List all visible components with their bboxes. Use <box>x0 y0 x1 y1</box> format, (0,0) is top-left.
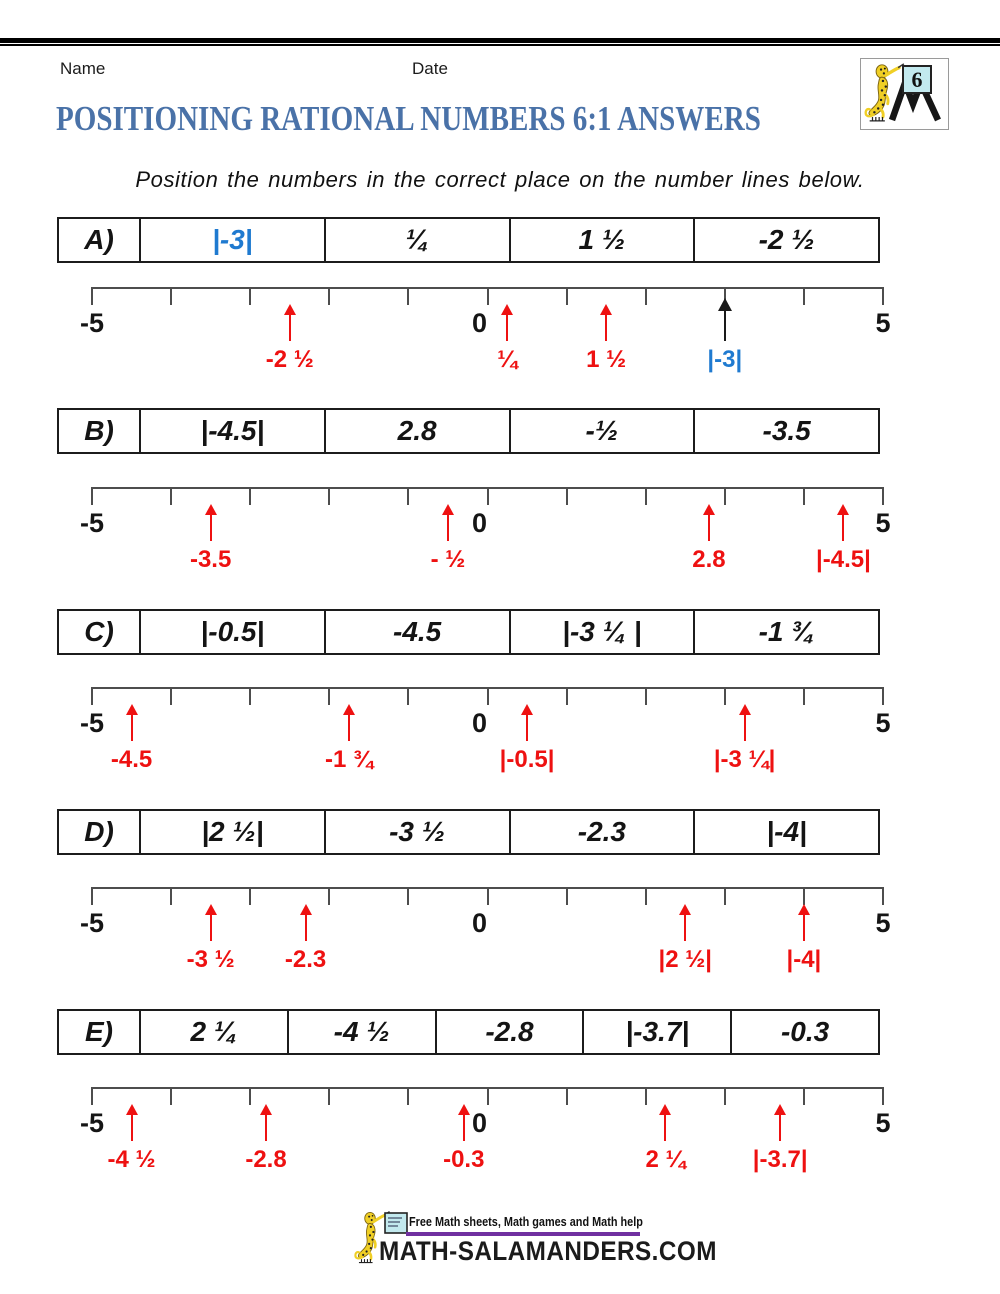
tick-mark <box>249 887 251 905</box>
tick-mark <box>170 287 172 305</box>
arrow-stem <box>447 514 449 541</box>
axis-label: 5 <box>875 908 891 938</box>
value-cell: -4 ½ <box>287 1011 435 1053</box>
tick-mark <box>170 887 172 905</box>
number-line <box>79 1087 891 1212</box>
answer-label: ¼ <box>497 346 518 373</box>
tick-mark <box>803 887 805 905</box>
section-e <box>57 1009 917 1204</box>
axis-label: 0 <box>471 908 488 938</box>
answer-label: 2.8 <box>692 546 726 573</box>
arrow-stem <box>605 314 607 341</box>
value-cell: -4.5 <box>324 611 509 653</box>
axis-label: -5 <box>79 708 105 738</box>
value-cell: -½ <box>509 410 694 452</box>
arrow-stem <box>664 1114 666 1141</box>
section-label: B) <box>84 415 114 446</box>
answer-label: -4 ½ <box>107 1146 156 1173</box>
arrow-stem <box>708 514 710 541</box>
page-title: POSITIONING RATIONAL NUMBERS 6:1 ANSWERS <box>56 99 761 138</box>
tick-mark <box>91 287 93 305</box>
tick-mark <box>249 1087 251 1105</box>
footer-wordmark: MATH-SALAMANDERS.COM <box>379 1236 717 1266</box>
tick-mark <box>882 487 884 505</box>
tick-mark <box>328 687 330 705</box>
tick-mark <box>566 287 568 305</box>
answer-label: 1 ½ <box>586 346 627 373</box>
tick-mark <box>328 1087 330 1105</box>
tick-mark <box>407 487 409 505</box>
value-cell: |-4| <box>693 811 878 853</box>
tick-mark <box>803 687 805 705</box>
axis-label: 0 <box>471 308 488 338</box>
value-cell: -1 ¾ <box>693 611 878 653</box>
tick-mark <box>328 887 330 905</box>
tick-mark <box>487 1087 489 1105</box>
section-label: C) <box>84 616 114 647</box>
answer-label: -2 ½ <box>265 346 314 373</box>
tick-mark <box>487 887 489 905</box>
values-table <box>57 408 880 454</box>
tick-mark <box>170 1087 172 1105</box>
number-line <box>79 487 891 612</box>
tick-mark <box>803 487 805 505</box>
tick-mark <box>882 287 884 305</box>
values-table <box>57 1009 880 1055</box>
tick-mark <box>407 687 409 705</box>
number-line <box>79 287 891 412</box>
section-b <box>57 408 917 603</box>
tick-mark <box>487 687 489 705</box>
tick-mark <box>91 1087 93 1105</box>
tick-mark <box>724 887 726 905</box>
axis-label: 5 <box>875 1108 891 1138</box>
arrow-stem <box>348 714 350 741</box>
arrow-stem <box>305 914 307 941</box>
value-cell: -2.3 <box>509 811 694 853</box>
arrow-stem <box>265 1114 267 1141</box>
answer-label: |-4| <box>786 946 822 973</box>
tick-mark <box>407 287 409 305</box>
tick-mark <box>170 487 172 505</box>
value-cell: -3 ½ <box>324 811 509 853</box>
arrow-stem <box>684 914 686 941</box>
number-line <box>79 887 891 1012</box>
value-cell: -3.5 <box>693 410 878 452</box>
tick-mark <box>91 887 93 905</box>
answer-label: -3 ½ <box>186 946 235 973</box>
answer-label: |-0.5| <box>499 746 555 773</box>
tick-mark <box>645 687 647 705</box>
answer-label: 2 ¼ <box>645 1146 686 1173</box>
tick-mark <box>91 487 93 505</box>
section-d <box>57 809 917 1004</box>
tick-mark <box>91 687 93 705</box>
tick-mark <box>803 287 805 305</box>
value-cell: |2 ½| <box>139 811 324 853</box>
chalkboard-icon <box>385 1213 407 1233</box>
arrow-stem <box>744 714 746 741</box>
tick-mark <box>249 287 251 305</box>
tick-mark <box>645 287 647 305</box>
axis-label: 0 <box>471 508 488 538</box>
arrow-stem <box>210 914 212 941</box>
answer-label: -2.3 <box>284 946 327 973</box>
tick-mark <box>724 1087 726 1105</box>
header-logo-badge <box>860 58 949 130</box>
tick-mark <box>487 287 489 305</box>
value-cell: -2.8 <box>435 1011 583 1053</box>
date-field-label: Date <box>412 59 448 78</box>
tick-mark <box>328 287 330 305</box>
tick-mark <box>645 1087 647 1105</box>
tick-mark <box>882 1087 884 1105</box>
tick-mark <box>645 887 647 905</box>
arrow-stem <box>803 914 805 941</box>
tick-mark <box>645 487 647 505</box>
answer-label: -1 ¾ <box>325 746 374 773</box>
tick-mark <box>249 687 251 705</box>
values-table <box>57 609 880 655</box>
axis-label: 5 <box>875 708 891 738</box>
axis-label: 0 <box>471 1108 488 1138</box>
section-a <box>57 217 917 412</box>
section-label: A) <box>84 224 114 255</box>
axis-label: 5 <box>875 308 891 338</box>
values-table <box>57 217 880 263</box>
tick-mark <box>566 887 568 905</box>
name-field-label: Name <box>60 59 106 78</box>
tick-mark <box>487 487 489 505</box>
grade-badge: 6 <box>911 66 923 92</box>
axis-label: -5 <box>79 508 105 538</box>
answer-label: |2 ½| <box>658 946 712 973</box>
arrow-stem <box>842 514 844 541</box>
axis-label: -5 <box>79 308 105 338</box>
answer-label: -4.5 <box>110 746 153 773</box>
value-cell: 2 ¼ <box>139 1011 287 1053</box>
arrow-stem <box>526 714 528 741</box>
tick-mark <box>724 687 726 705</box>
tick-mark <box>407 1087 409 1105</box>
axis-label: 0 <box>471 708 488 738</box>
section-label: D) <box>84 816 114 847</box>
arrow-stem <box>779 1114 781 1141</box>
arrow-stem <box>506 314 508 341</box>
arrow-stem <box>289 314 291 341</box>
value-cell: |-0.5| <box>139 611 324 653</box>
number-line <box>79 687 891 812</box>
answer-label: |-3| <box>707 346 743 373</box>
tick-mark <box>566 687 568 705</box>
value-cell: -2 ½ <box>693 219 878 261</box>
tick-mark <box>407 887 409 905</box>
value-cell: |-4.5| <box>139 410 324 452</box>
value-cell: 1 ½ <box>509 219 694 261</box>
arrow-stem <box>463 1114 465 1141</box>
answer-label: -0.3 <box>443 1146 485 1173</box>
value-cell: -0.3 <box>730 1011 878 1053</box>
tick-mark <box>882 687 884 705</box>
tick-mark <box>170 687 172 705</box>
tick-mark <box>566 487 568 505</box>
top-divider <box>0 38 1000 46</box>
section-c <box>57 609 917 804</box>
answer-label: |-3.7| <box>752 1146 808 1173</box>
tick-mark <box>328 487 330 505</box>
answer-label: |-4.5| <box>816 546 871 573</box>
arrow-stem <box>131 714 133 741</box>
axis-label: 5 <box>875 508 891 538</box>
instruction-text: Position the numbers in the correct place on the number lines below. <box>135 167 865 192</box>
answer-label: |-3 ¼| <box>713 746 776 773</box>
arrow-stem <box>724 310 727 341</box>
arrow-stem <box>131 1114 133 1141</box>
tick-mark <box>724 487 726 505</box>
axis-label: -5 <box>79 908 105 938</box>
footer-tagline: Free Math sheets, Math games and Math help <box>409 1215 643 1229</box>
values-table <box>57 809 880 855</box>
tick-mark <box>566 1087 568 1105</box>
tick-mark <box>249 487 251 505</box>
answer-label: -3.5 <box>189 546 232 573</box>
value-cell: ¼ <box>324 219 509 261</box>
value-cell: |-3| <box>139 219 324 261</box>
value-cell: |-3.7| <box>582 1011 730 1053</box>
answer-label: -2.8 <box>245 1146 287 1173</box>
section-label: E) <box>85 1016 113 1047</box>
value-cell: 2.8 <box>324 410 509 452</box>
tick-mark <box>803 1087 805 1105</box>
arrow-stem <box>210 514 212 541</box>
answer-label: - ½ <box>430 546 466 573</box>
axis-label: -5 <box>79 1108 105 1138</box>
tick-mark <box>882 887 884 905</box>
value-cell: |-3 ¼ | <box>509 611 694 653</box>
